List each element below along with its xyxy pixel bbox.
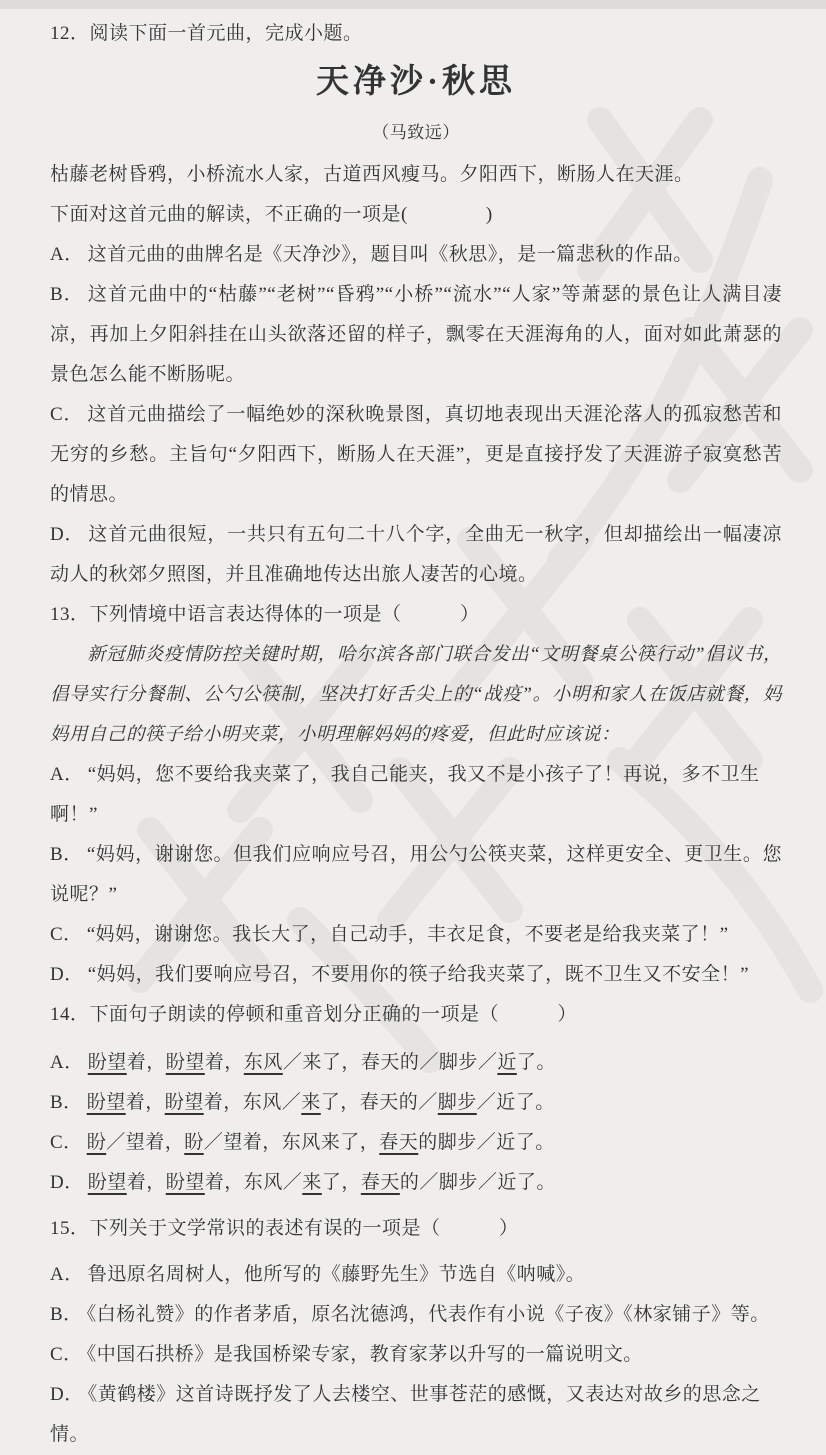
option-text: 盼望着，盼望着，东风／来了，春天的／脚步／近了。 [86, 1092, 555, 1113]
option-label: D． [50, 1384, 84, 1405]
q13-option-c [50, 915, 782, 955]
option-label: A． [50, 1052, 84, 1073]
q14-stem: 14．下面句子朗读的停顿和重音划分正确的一项是（ ） [50, 1004, 578, 1025]
q12-option-c [50, 395, 782, 515]
option-text: “妈妈，谢谢您。但我们应响应号召，用公勺公筷夹菜，这样更安全、更卫生。您说呢？” [50, 844, 782, 905]
option-label: D． [50, 1172, 84, 1193]
option-label: A． [50, 1264, 84, 1285]
q12-stem: 12．阅读下面一首元曲，完成小题。 [50, 23, 363, 44]
option-label: B． [50, 1092, 83, 1113]
q14-option-d [50, 1163, 782, 1203]
option-text: 盼／望着，盼／望着，东风来了，春天的脚步／近了。 [86, 1132, 555, 1153]
question-14 [50, 995, 782, 1203]
q15-stem: 15．下列关于文学常识的表述有误的一项是（ ） [50, 1218, 519, 1239]
option-text: 《白杨礼赞》的作者茅盾，原名沈德鸿，代表作有小说《子夜》《林家铺子》等。 [86, 1304, 770, 1325]
option-label: B． [50, 1304, 83, 1325]
option-text: 《中国石拱桥》是我国桥梁专家，教育家茅以升写的一篇说明文。 [86, 1344, 643, 1365]
q13-option-a [50, 755, 782, 835]
q14-option-c [50, 1123, 782, 1163]
q13-option-d [50, 955, 782, 995]
option-label: A． [50, 244, 84, 265]
option-label: B． [50, 284, 84, 305]
q12-option-a [50, 235, 782, 275]
option-text: 这首元曲很短，一共只有五句二十八个字，全曲无一秋字，但却描绘出一幅凄凉动人的秋郊夕照图，并且准确地传达出旅人凄苦的心境。 [50, 524, 782, 585]
option-text: 这首元曲描绘了一幅绝妙的深秋晚景图，真切地表现出天涯沦落人的孤寂愁苦和无穷的乡愁。主旨句“夕阳西下，断肠人在天涯”，更是直接抒发了天涯游子寂寞愁苦的情思。 [50, 404, 782, 505]
option-text: “妈妈，我们要响应号召，不要用你的筷子给我夹菜了，既不卫生又不安全！” [87, 964, 750, 985]
question-13 [50, 595, 782, 995]
option-text: “妈妈，您不要给我夹菜了，我自己能夹，我又不是小孩子了！再说，多不卫生啊！” [50, 764, 760, 825]
option-label: D． [50, 524, 85, 545]
option-text: 鲁迅原名周树人，他所写的《藤野先生》节选自《呐喊》。 [87, 1264, 586, 1285]
option-label: C． [50, 404, 84, 425]
option-text: “妈妈，谢谢您。我长大了，自己动手，丰衣足食，不要老是给我夹菜了！” [86, 924, 729, 945]
option-label: C． [50, 1344, 83, 1365]
q12-option-d [50, 515, 782, 595]
q15-option-c [50, 1335, 782, 1375]
option-label: D． [50, 964, 84, 985]
poem-text: 枯藤老树昏鸦，小桥流水人家，古道西风瘦马。夕阳西下，断肠人在天涯。 [50, 164, 694, 185]
option-label: A． [50, 764, 84, 785]
q15-option-b [50, 1295, 782, 1335]
poem-title: 天净沙·秋思 [315, 64, 516, 100]
option-label: B． [50, 844, 83, 865]
q14-option-b [50, 1083, 782, 1123]
q13-option-b [50, 835, 782, 915]
question-15 [50, 1209, 782, 1455]
option-text: 这首元曲中的“枯藤”“老树”“昏鸦”“小桥”“流水”“人家”等萧瑟的景色让人满目凄凉，再加上夕阳斜挂在山头欲落还留的样子，飘零在天涯海角的人，面对如此萧瑟的景色怎么能不断肠呢。 [50, 284, 782, 385]
option-text: 这首元曲的曲牌名是《天净沙》，题目叫《秋思》，是一篇悲秋的作品。 [87, 244, 693, 265]
q13-stem: 13．下列情境中语言表达得体的一项是（ ） [50, 604, 480, 625]
q15-option-a [50, 1255, 782, 1295]
option-text: 《黄鹤楼》这首诗既抒发了人去楼空、世事苍茫的感慨，又表达对故乡的思念之情。 [50, 1384, 761, 1445]
q15-option-d [50, 1375, 782, 1455]
poem-author: （马致远） [372, 123, 460, 142]
option-label: C． [50, 924, 83, 945]
option-text: 盼望着，盼望着，东风／来了，春天的／脚步／近了。 [87, 1172, 556, 1193]
q12-question: 下面对这首元曲的解读，不正确的一项是( ) [50, 204, 493, 225]
q14-option-a [50, 1043, 782, 1083]
option-text: 盼望着，盼望着，东风／来了，春天的／脚步／近了。 [87, 1052, 556, 1073]
q12-option-b [50, 275, 782, 395]
question-12 [50, 14, 782, 595]
q13-context: 新冠肺炎疫情防控关键时期，哈尔滨各部门联合发出“文明餐桌公筷行动”倡议书，倡导实行分餐制、公勺公筷制，坚决打好舌尖上的“战疫”。小明和家人在饭店就餐，妈妈用自己的筷子给小明夹菜，小明理解妈妈的疼爱，但此时应该说： [50, 645, 782, 745]
option-label: C． [50, 1132, 83, 1153]
